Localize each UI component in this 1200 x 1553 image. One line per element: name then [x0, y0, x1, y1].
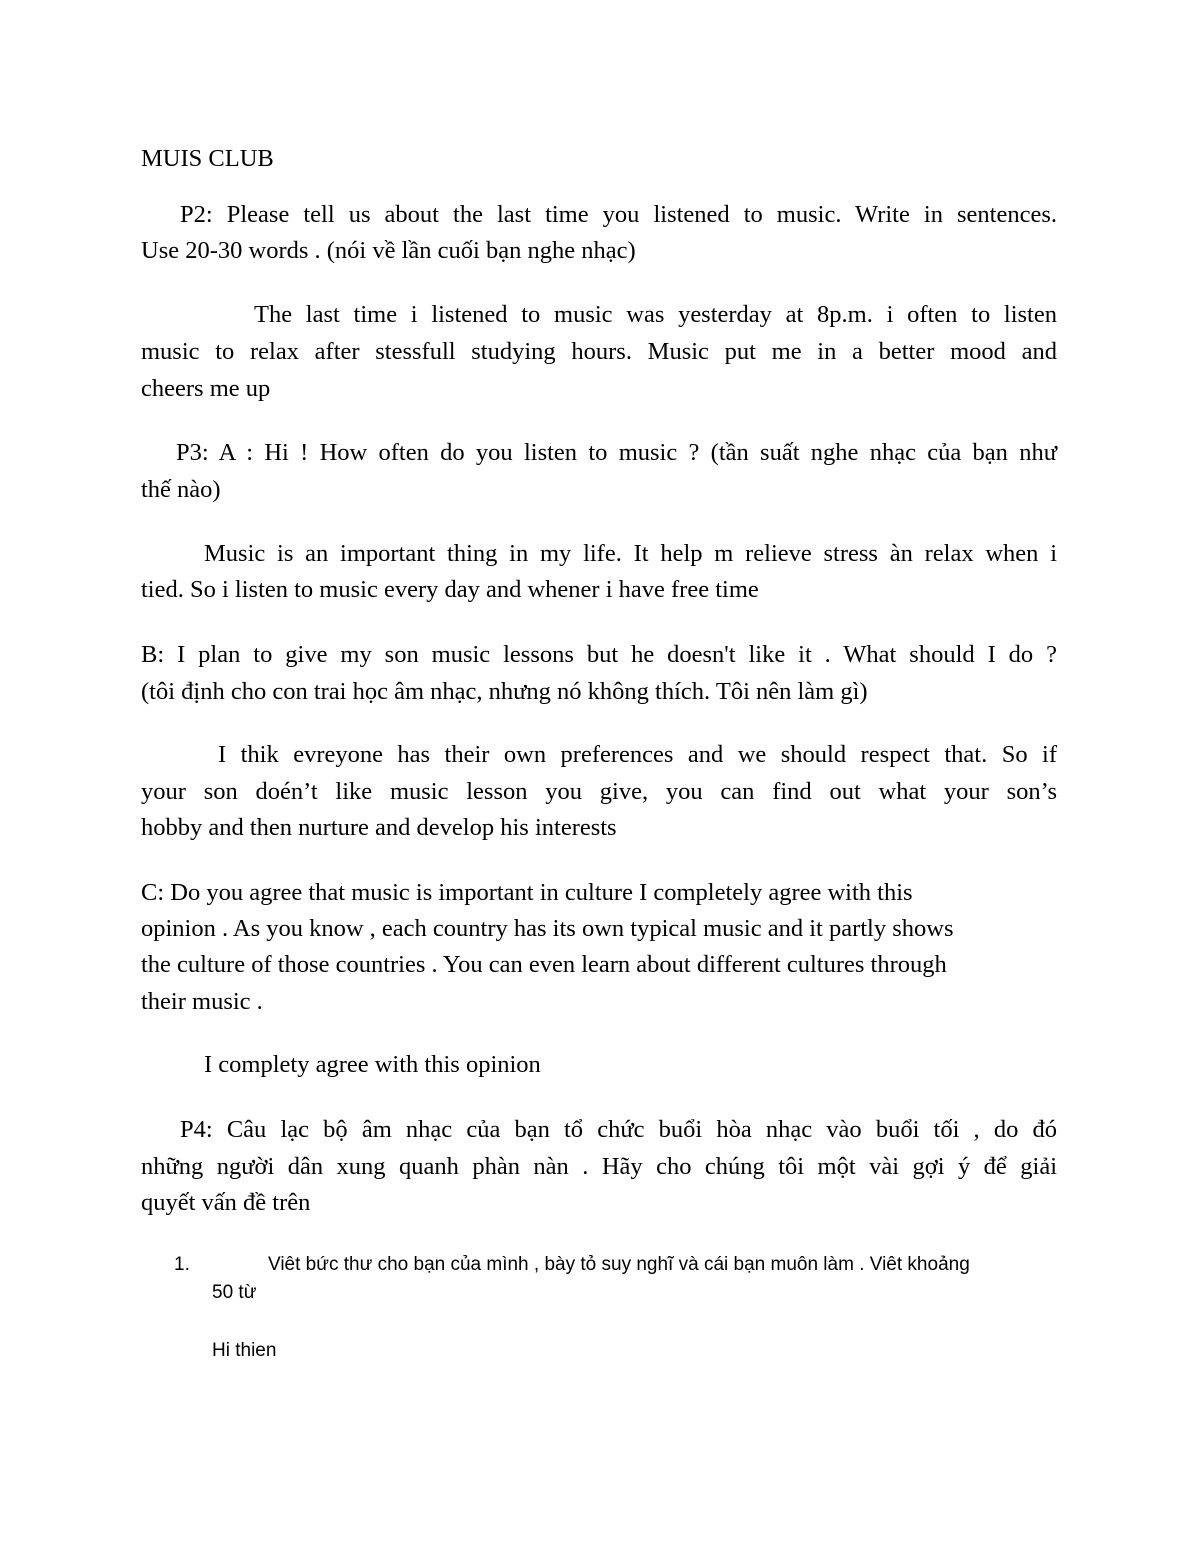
p4-line-3: quyết vấn đề trên [141, 1189, 311, 1216]
p2-answer-line-1: The last time i listened to music was yesterday at 8p.m. i often to listen [254, 301, 1057, 328]
p4-line-1: P4: Câu lạc bộ âm nhạc của bạn tổ chức buổi hòa nhạc vào buổi tối , do đó [180, 1116, 1057, 1143]
list-item-line-1: Viêt bức thư cho bạn của mình , bày tỏ suy nghĩ và cái bạn muôn làm . Viêt khoảng [268, 1254, 970, 1275]
p2-question-line-1: P2: Please tell us about the last time you listened to music. Write in sentences. [180, 201, 1057, 228]
p3-a-answer-line-2: tied. So i listen to music every day and whener i have free time [141, 576, 759, 603]
p3-c-line-3: the culture of those countries . You can even learn about different cultures through [141, 951, 947, 978]
p3-b-question-line-1: B: I plan to give my son music lessons but he doesn't like it . What should I do ? [141, 641, 1057, 668]
p3-b-answer-line-1: I thik evreyone has their own preferences and we should respect that. So if [218, 741, 1057, 768]
p3-b-question-line-2: (tôi định cho con trai học âm nhạc, nhưng nó không thích. Tôi nên làm gì) [141, 678, 868, 705]
p3-c-answer: I complety agree with this opinion [204, 1051, 541, 1078]
document-title: MUIS CLUB [141, 145, 274, 172]
p2-question-line-2: Use 20-30 words . (nói về lần cuối bạn nghe nhạc) [141, 237, 636, 264]
p3-c-line-4: their music . [141, 988, 263, 1015]
p3-b-answer-line-2: your son doén’t like music lesson you give, you can find out what your son’s [141, 778, 1057, 805]
p3-b-answer-line-3: hobby and then nurture and develop his interests [141, 814, 617, 841]
p3-a-answer-line-1: Music is an important thing in my life. It help m relieve stress àn relax when i [204, 540, 1057, 567]
p3-c-line-2: opinion . As you know , each country has its own typical music and it partly shows [141, 915, 954, 942]
p2-answer-line-3: cheers me up [141, 375, 271, 402]
list-item-number: 1. [174, 1254, 190, 1275]
greeting-text: Hi thien [212, 1340, 277, 1361]
p3-c-line-1: C: Do you agree that music is important in culture I completely agree with this [141, 879, 913, 906]
p4-line-2: những người dân xung quanh phàn nàn . Hãy cho chúng tôi một vài gợi ý để giải [141, 1153, 1057, 1180]
list-item-line-2: 50 từ [212, 1282, 257, 1303]
p2-answer-line-2: music to relax after stessfull studying hours. Music put me in a better mood and [141, 338, 1057, 365]
p3-a-question-line-1: P3: A : Hi ! How often do you listen to music ? (tần suất nghe nhạc của bạn như [176, 439, 1057, 466]
p3-a-question-line-2: thế nào) [141, 476, 221, 503]
